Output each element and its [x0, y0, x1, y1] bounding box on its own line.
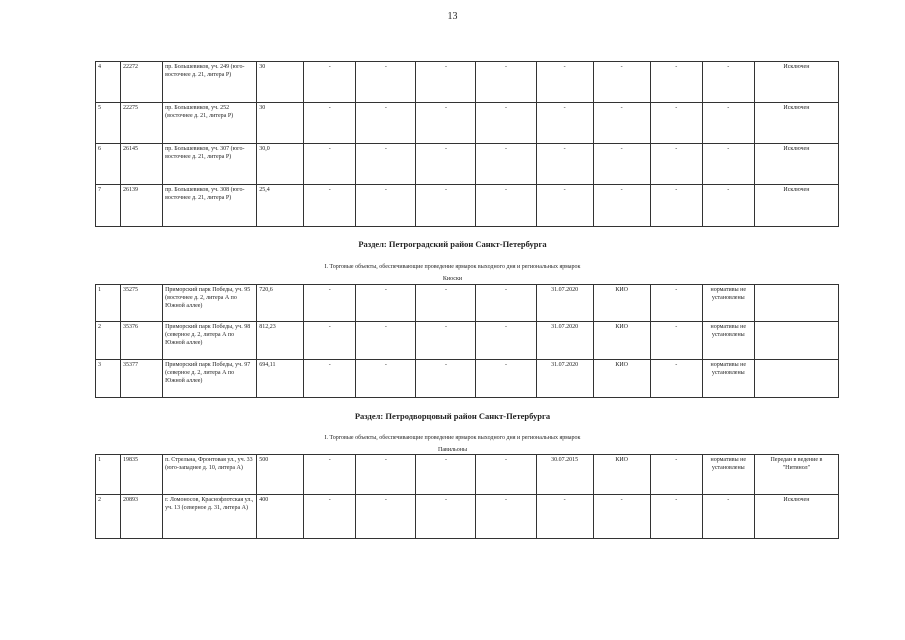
table-row — [96, 285, 839, 322]
table-cell: - — [356, 144, 416, 185]
table-cell: - — [304, 103, 356, 144]
table-cell: - — [650, 62, 702, 103]
table-cell: - — [702, 185, 754, 227]
table-cell: - — [476, 185, 536, 227]
table-cell: - — [476, 360, 536, 398]
table-cell: - — [650, 185, 702, 227]
table-cell: 720,6 — [257, 285, 304, 322]
table-row — [96, 62, 839, 103]
table-cell: Приморский парк Победы, уч. 95 (восточнее д. 2, литера А по Южной аллее) — [163, 285, 257, 322]
category-label-kiosks: Киоски — [442, 276, 463, 282]
table-cell: - — [356, 322, 416, 360]
table-cell: 35275 — [121, 285, 163, 322]
table-cell: - — [304, 185, 356, 227]
table-cell: нормативы не установлены — [702, 322, 754, 360]
table-cell — [754, 322, 838, 360]
table-cell: пр. Большевиков, уч. 249 (юго-восточнее д. 21, литера Р) — [163, 62, 257, 103]
table-cell: 30 — [257, 62, 304, 103]
table-cell: 31.07.2020 — [536, 322, 593, 360]
table-cell: г. Ломоносов, Краснофлотская ул., уч. 13 (северное д. 31, литера А) — [163, 495, 257, 539]
table-cell: - — [304, 62, 356, 103]
table-row — [96, 144, 839, 185]
table-cell: - — [416, 322, 476, 360]
table-cell: Приморский парк Победы, уч. 98 (северное д. 2, литера А по Южной аллее) — [163, 322, 257, 360]
table-cell: - — [356, 103, 416, 144]
table-cell: 500 — [257, 455, 304, 495]
table-cell: пр. Большевиков, уч. 308 (юго-восточнее д. 21, литера Р) — [163, 185, 257, 227]
table-cell: - — [650, 495, 702, 539]
table-cell: - — [304, 285, 356, 322]
table-cell: - — [702, 103, 754, 144]
table-cell: 31.07.2020 — [536, 360, 593, 398]
section-title-petrodvortsovy: Раздел: Петродворцовый район Санкт-Петербурга — [354, 411, 551, 421]
table-cell: 30,0 — [257, 144, 304, 185]
table-cell: нормативы не установлены — [702, 360, 754, 398]
table-cell: 400 — [257, 495, 304, 539]
table-cell: - — [536, 144, 593, 185]
table-cell: - — [476, 455, 536, 495]
table-cell: 31.07.2020 — [536, 285, 593, 322]
table-cell: 5 — [96, 103, 121, 144]
table-cell: - — [356, 185, 416, 227]
table-cell: - — [304, 455, 356, 495]
table-cell: - — [416, 62, 476, 103]
district-table-3 — [95, 454, 839, 539]
table-cell: 1 — [96, 455, 121, 495]
table-cell: нормативы не установлены — [702, 285, 754, 322]
table-cell: Исключен — [754, 185, 838, 227]
table-cell: 25,4 — [257, 185, 304, 227]
table-cell: 26139 — [121, 185, 163, 227]
table-cell: 2 — [96, 322, 121, 360]
table-cell: - — [536, 62, 593, 103]
table-cell: - — [304, 144, 356, 185]
table-cell: - — [702, 144, 754, 185]
table-cell — [754, 360, 838, 398]
table-cell: - — [536, 103, 593, 144]
table-cell: Исключен — [754, 103, 838, 144]
table-cell: КИО — [593, 455, 650, 495]
table-cell: - — [593, 495, 650, 539]
table-row — [96, 455, 839, 495]
table-row — [96, 495, 839, 539]
table-cell: - — [593, 185, 650, 227]
table-cell: - — [650, 103, 702, 144]
table-cell: - — [476, 285, 536, 322]
table-cell: - — [536, 495, 593, 539]
table-cell: 26145 — [121, 144, 163, 185]
table-cell: 35376 — [121, 322, 163, 360]
table-cell: - — [650, 455, 702, 495]
table-cell: - — [593, 103, 650, 144]
table-cell: 30 — [257, 103, 304, 144]
table-cell: - — [304, 360, 356, 398]
table-cell: - — [476, 144, 536, 185]
table-cell: - — [536, 185, 593, 227]
table-cell: - — [650, 360, 702, 398]
table-cell: КИО — [593, 322, 650, 360]
table-cell: - — [416, 144, 476, 185]
section-title-petrogradsky: Раздел: Петроградский район Санкт-Петербурга — [358, 239, 547, 249]
table-cell: Исключен — [754, 144, 838, 185]
category-label-pavilions: Павильоны — [437, 447, 467, 453]
table-cell: Исключен — [754, 62, 838, 103]
table-cell: - — [416, 103, 476, 144]
table-cell: - — [702, 62, 754, 103]
table-cell: - — [593, 62, 650, 103]
table-body — [96, 62, 839, 227]
table-cell: - — [476, 62, 536, 103]
district-table-2 — [95, 284, 839, 398]
table-cell — [754, 285, 838, 322]
table-cell: - — [356, 455, 416, 495]
table-cell: - — [304, 322, 356, 360]
table-cell: КИО — [593, 360, 650, 398]
section-subtitle-petrogradsky: I. Торговые объекты, обеспечивающие проведение ярмарок выходного дня и региональных ярмарок — [324, 264, 581, 270]
table-cell: - — [356, 62, 416, 103]
table-cell: 20893 — [121, 495, 163, 539]
table-cell: нормативы не установлены — [702, 455, 754, 495]
table-cell: КИО — [593, 285, 650, 322]
table-cell: - — [593, 144, 650, 185]
table-row — [96, 322, 839, 360]
table-cell: - — [356, 360, 416, 398]
table-cell: 22272 — [121, 62, 163, 103]
table-cell: - — [416, 455, 476, 495]
table-cell: - — [416, 495, 476, 539]
table-cell: - — [650, 144, 702, 185]
table-cell: 19835 — [121, 455, 163, 495]
table-cell: - — [416, 360, 476, 398]
table-cell: - — [304, 495, 356, 539]
table-row — [96, 360, 839, 398]
table-cell: 1 — [96, 285, 121, 322]
table-cell: - — [476, 322, 536, 360]
table-cell: 22275 — [121, 103, 163, 144]
district-table-1 — [95, 61, 839, 227]
table-body — [96, 455, 839, 539]
table-cell: 4 — [96, 62, 121, 103]
table-cell: п. Стрельна, Фронтовая ул., уч. 33 (юго-западнее д. 10, литера А) — [163, 455, 257, 495]
table-cell: Передан в ведение в "Нитинол" — [754, 455, 838, 495]
table-cell: 2 — [96, 495, 121, 539]
table-cell: пр. Большевиков, уч. 307 (юго-восточнее д. 21, литера Р) — [163, 144, 257, 185]
table-body — [96, 285, 839, 398]
table-cell: 35377 — [121, 360, 163, 398]
table-cell: Приморский парк Победы, уч. 97 (северное д. 2, литера А по Южной аллее) — [163, 360, 257, 398]
table-cell: - — [356, 285, 416, 322]
table-cell: Исключен — [754, 495, 838, 539]
table-cell: 6 — [96, 144, 121, 185]
table-cell: 30.07.2015 — [536, 455, 593, 495]
table-row — [96, 185, 839, 227]
table-cell: - — [650, 285, 702, 322]
table-cell: - — [356, 495, 416, 539]
table-cell: 3 — [96, 360, 121, 398]
table-cell: - — [476, 495, 536, 539]
table-cell: 812,23 — [257, 322, 304, 360]
table-row — [96, 103, 839, 144]
table-cell: - — [476, 103, 536, 144]
table-cell: пр. Большевиков, уч. 252 (восточнее д. 21, литера Р) — [163, 103, 257, 144]
table-cell: - — [416, 285, 476, 322]
table-cell: - — [702, 495, 754, 539]
section-subtitle-petrodvortsovy: I. Торговые объекты, обеспечивающие проведение ярмарок выходного дня и региональных ярмарок — [324, 435, 581, 441]
table-cell: - — [650, 322, 702, 360]
table-cell: - — [416, 185, 476, 227]
page-number: 13 — [447, 11, 458, 22]
table-cell: 694,11 — [257, 360, 304, 398]
table-cell: 7 — [96, 185, 121, 227]
